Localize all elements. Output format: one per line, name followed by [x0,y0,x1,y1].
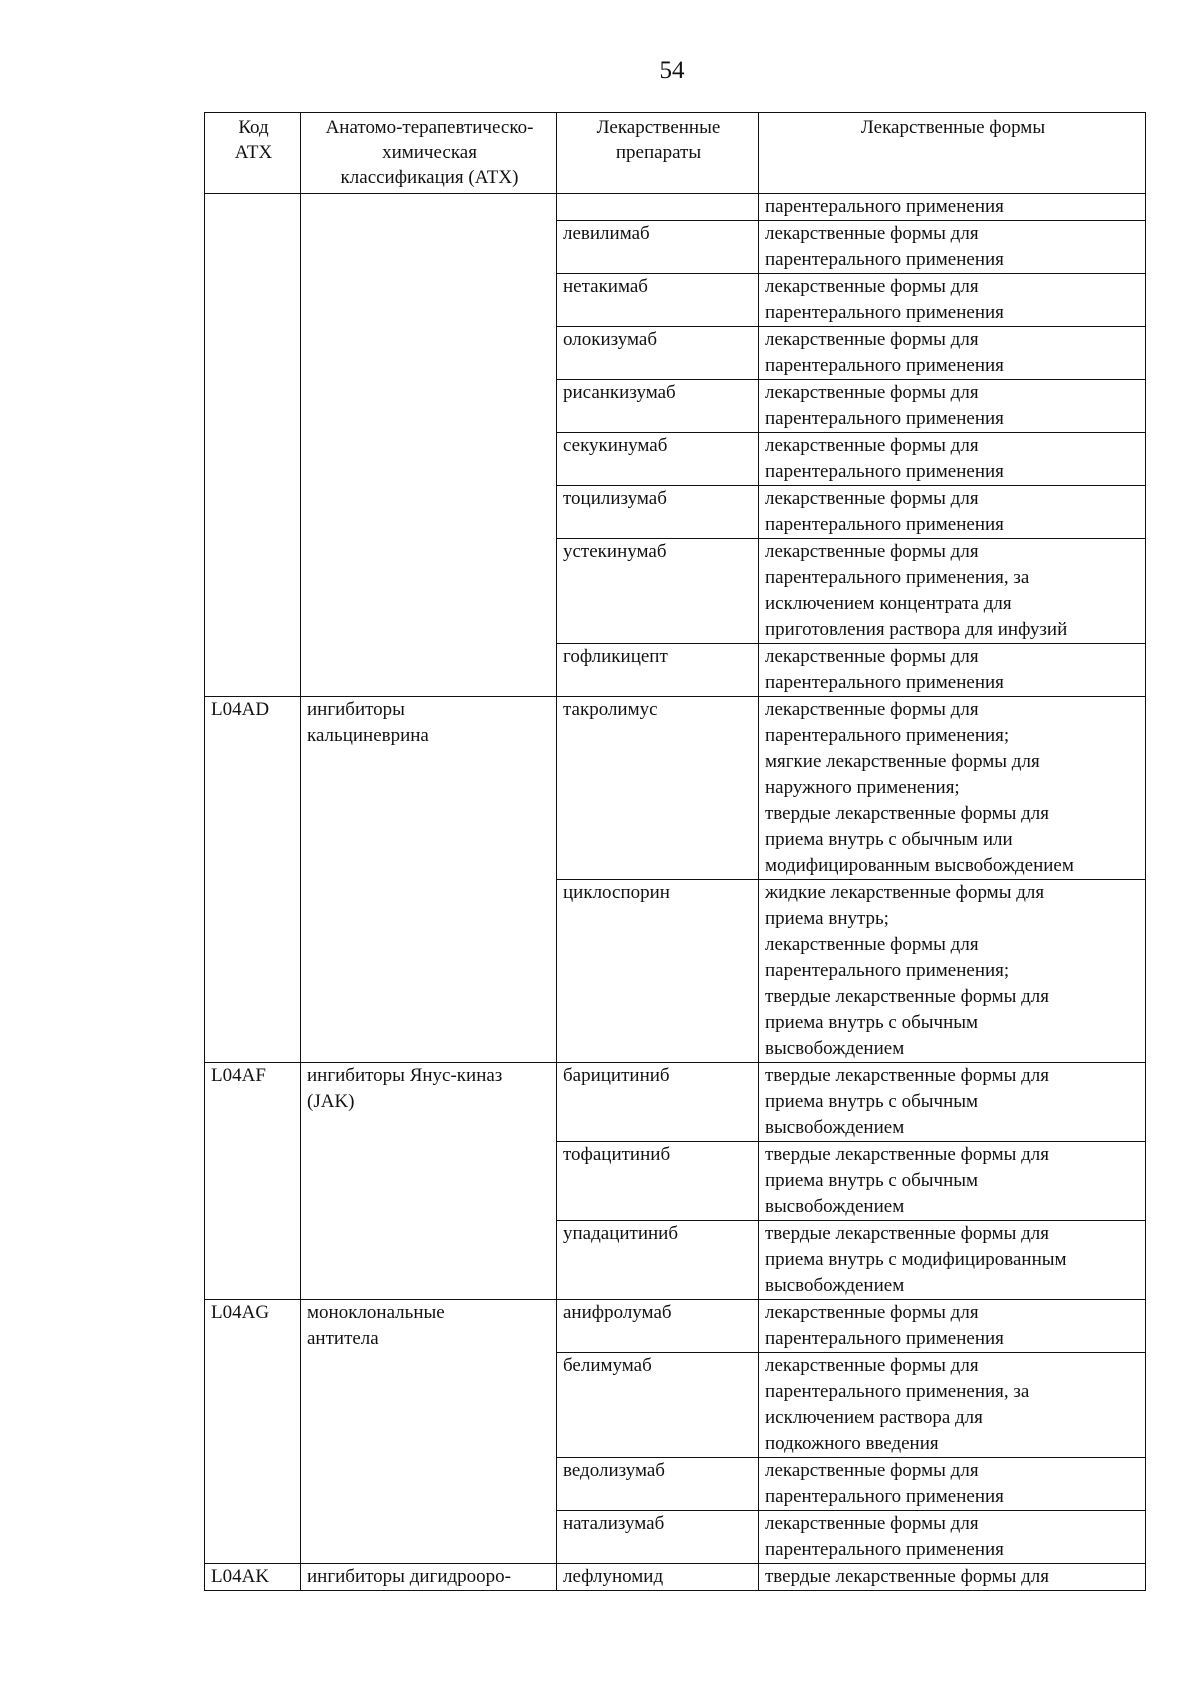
cell-text-line: лекарственные формы для [765,329,979,350]
atx-drug-table [204,112,1146,1591]
cell-text-line: приготовления раствора для инфузий [765,619,1068,640]
cell-text-line: лекарственные формы для [765,1513,979,1534]
table-body [205,194,1146,1591]
cell-text-line: приема внутрь с обычным [765,1170,979,1191]
table-row [205,194,1146,221]
cell-text-line: АТХ [234,142,273,163]
cell-text-line: Код [238,117,269,138]
drug-name-cell: лефлуномид [557,1564,759,1591]
cell-text-line: высвобождением [765,1196,905,1217]
atx-code-cell: L04AF [205,1063,301,1300]
header-atx-classification [301,113,557,194]
cell-text-line: парентерального применения [765,672,1004,693]
cell-text-line: лекарственные формы для [765,223,979,244]
cell-text-line: лекарственные формы для [765,1302,979,1323]
header-drugs [557,113,759,194]
cell-text-line: парентерального применения [765,249,1004,270]
dosage-forms-cell [759,644,1146,697]
atx-code-cell: L04AD [205,697,301,1063]
cell-text-line: парентерального применения, за [765,1381,1030,1402]
cell-text-line: лекарственные формы для [765,646,979,667]
cell-text-line: парентерального применения [765,408,1004,429]
drug-name-cell: упадацитиниб [557,1221,759,1300]
drug-name-cell: ведолизумаб [557,1458,759,1511]
cell-text-line: модифицированным высвобождением [765,855,1074,876]
cell-text-line: парентерального применения [765,461,1004,482]
drug-name-cell: тофацитиниб [557,1142,759,1221]
drug-name-cell: анифролумаб [557,1300,759,1353]
dosage-forms-cell [759,697,1146,880]
cell-text-line: исключением концентрата для [765,593,1012,614]
drug-name-cell: устекинумаб [557,539,759,644]
table-row [205,697,1146,880]
dosage-forms-cell [759,1511,1146,1564]
cell-text-line: парентерального применения [765,514,1004,535]
cell-text-line: парентерального применения [765,1539,1004,1560]
drug-name-cell: такролимус [557,697,759,880]
cell-text-line: препараты [615,142,702,163]
cell-text-line: (JAK) [307,1091,355,1112]
header-dosage-forms [759,113,1146,194]
cell-text-line: приема внутрь с обычным [765,1012,979,1033]
cell-text-line: мягкие лекарственные формы для [765,751,1040,772]
cell-text-line: твердые лекарственные формы для [765,1566,1050,1587]
cell-text-line: лекарственные формы для [765,934,979,955]
drug-name-cell: гофликицепт [557,644,759,697]
dosage-forms-cell [759,1353,1146,1458]
dosage-forms-cell [759,274,1146,327]
table-row [205,1300,1146,1353]
cell-text-line: парентерального применения [765,1486,1004,1507]
cell-text-line: высвобождением [765,1038,905,1059]
dosage-forms-cell [759,539,1146,644]
atx-group-name-cell [301,1063,557,1300]
cell-text-line: приема внутрь с обычным или [765,829,1013,850]
cell-text-line: подкожного введения [765,1433,939,1454]
atx-group-name-cell [301,697,557,1063]
cell-text-line: классификация (АТХ) [340,167,519,188]
cell-text-line: лекарственные формы для [765,1355,979,1376]
dosage-forms-cell [759,1142,1146,1221]
cell-text-line: парентерального применения [765,196,1004,217]
cell-text-line: лекарственные формы для [765,276,979,297]
atx-group-name-cell [301,194,557,697]
dosage-forms-cell [759,327,1146,380]
cell-text-line: твердые лекарственные формы для [765,986,1050,1007]
atx-code-cell [205,194,301,697]
cell-text-line: парентерального применения [765,355,1004,376]
header-atx-code [205,113,301,194]
cell-text-line: ингибиторы Янус-киназ [307,1065,503,1086]
cell-text-line: Лекарственные формы [860,117,1046,138]
drug-name-cell: нетакимаб [557,274,759,327]
cell-text-line: приема внутрь с обычным [765,1091,979,1112]
drug-name-cell: барицитиниб [557,1063,759,1142]
table-row [205,1564,1146,1591]
cell-text-line: парентерального применения [765,1328,1004,1349]
dosage-forms-cell [759,221,1146,274]
cell-text-line: ингибиторы дигидрооро- [307,1566,511,1587]
drug-name-cell: белимумаб [557,1353,759,1458]
cell-text-line: лекарственные формы для [765,541,979,562]
cell-text-line: кальциневрина [307,725,429,746]
cell-text-line: наружного применения; [765,777,960,798]
cell-text-line: Лекарственные [596,117,721,138]
table-row [205,1063,1146,1142]
cell-text-line: лекарственные формы для [765,1460,979,1481]
cell-text-line: высвобождением [765,1275,905,1296]
dosage-forms-cell [759,1458,1146,1511]
dosage-forms-cell [759,1063,1146,1142]
cell-text-line: твердые лекарственные формы для [765,1144,1050,1165]
cell-text-line: парентерального применения; [765,725,1010,746]
cell-text-line: Анатомо-терапевтическо- [325,117,534,138]
cell-text-line: моноклональные [307,1302,445,1323]
dosage-forms-cell [759,194,1146,221]
drug-name-cell: натализумаб [557,1511,759,1564]
drug-name-cell: рисанкизумаб [557,380,759,433]
drug-name-cell: левилимаб [557,221,759,274]
cell-text-line: высвобождением [765,1117,905,1138]
dosage-forms-cell [759,1300,1146,1353]
cell-text-line: химическая [382,142,477,163]
atx-code-cell: L04AK [205,1564,301,1591]
dosage-forms-cell [759,380,1146,433]
cell-text-line: парентерального применения, за [765,567,1030,588]
cell-text-line: исключением раствора для [765,1407,983,1428]
drug-name-cell: олокизумаб [557,327,759,380]
atx-group-name-cell [301,1564,557,1591]
cell-text-line: твердые лекарственные формы для [765,1223,1050,1244]
page-number: 54 [659,57,685,84]
cell-text-line: ингибиторы [307,699,405,720]
cell-text-line: твердые лекарственные формы для [765,1065,1050,1086]
atx-code-cell: L04AG [205,1300,301,1564]
cell-text-line: парентерального применения; [765,960,1010,981]
cell-text-line: лекарственные формы для [765,435,979,456]
cell-text-line: жидкие лекарственные формы для [765,882,1045,903]
dosage-forms-cell [759,1221,1146,1300]
cell-text-line: лекарственные формы для [765,699,979,720]
dosage-forms-cell [759,433,1146,486]
drug-name-cell: тоцилизумаб [557,486,759,539]
cell-text-line: лекарственные формы для [765,382,979,403]
table-header-row [205,113,1146,194]
dosage-forms-cell [759,880,1146,1063]
cell-text-line: приема внутрь с модифицированным [765,1249,1067,1270]
atx-group-name-cell [301,1300,557,1564]
cell-text-line: лекарственные формы для [765,488,979,509]
drug-name-cell: циклоспорин [557,880,759,1063]
drug-name-cell: секукинумаб [557,433,759,486]
cell-text-line: твердые лекарственные формы для [765,803,1050,824]
cell-text-line: парентерального применения [765,302,1004,323]
cell-text-line: приема внутрь; [765,908,889,929]
dosage-forms-cell [759,1564,1146,1591]
dosage-forms-cell [759,486,1146,539]
drug-name-cell [557,194,759,221]
cell-text-line: антитела [307,1328,379,1349]
